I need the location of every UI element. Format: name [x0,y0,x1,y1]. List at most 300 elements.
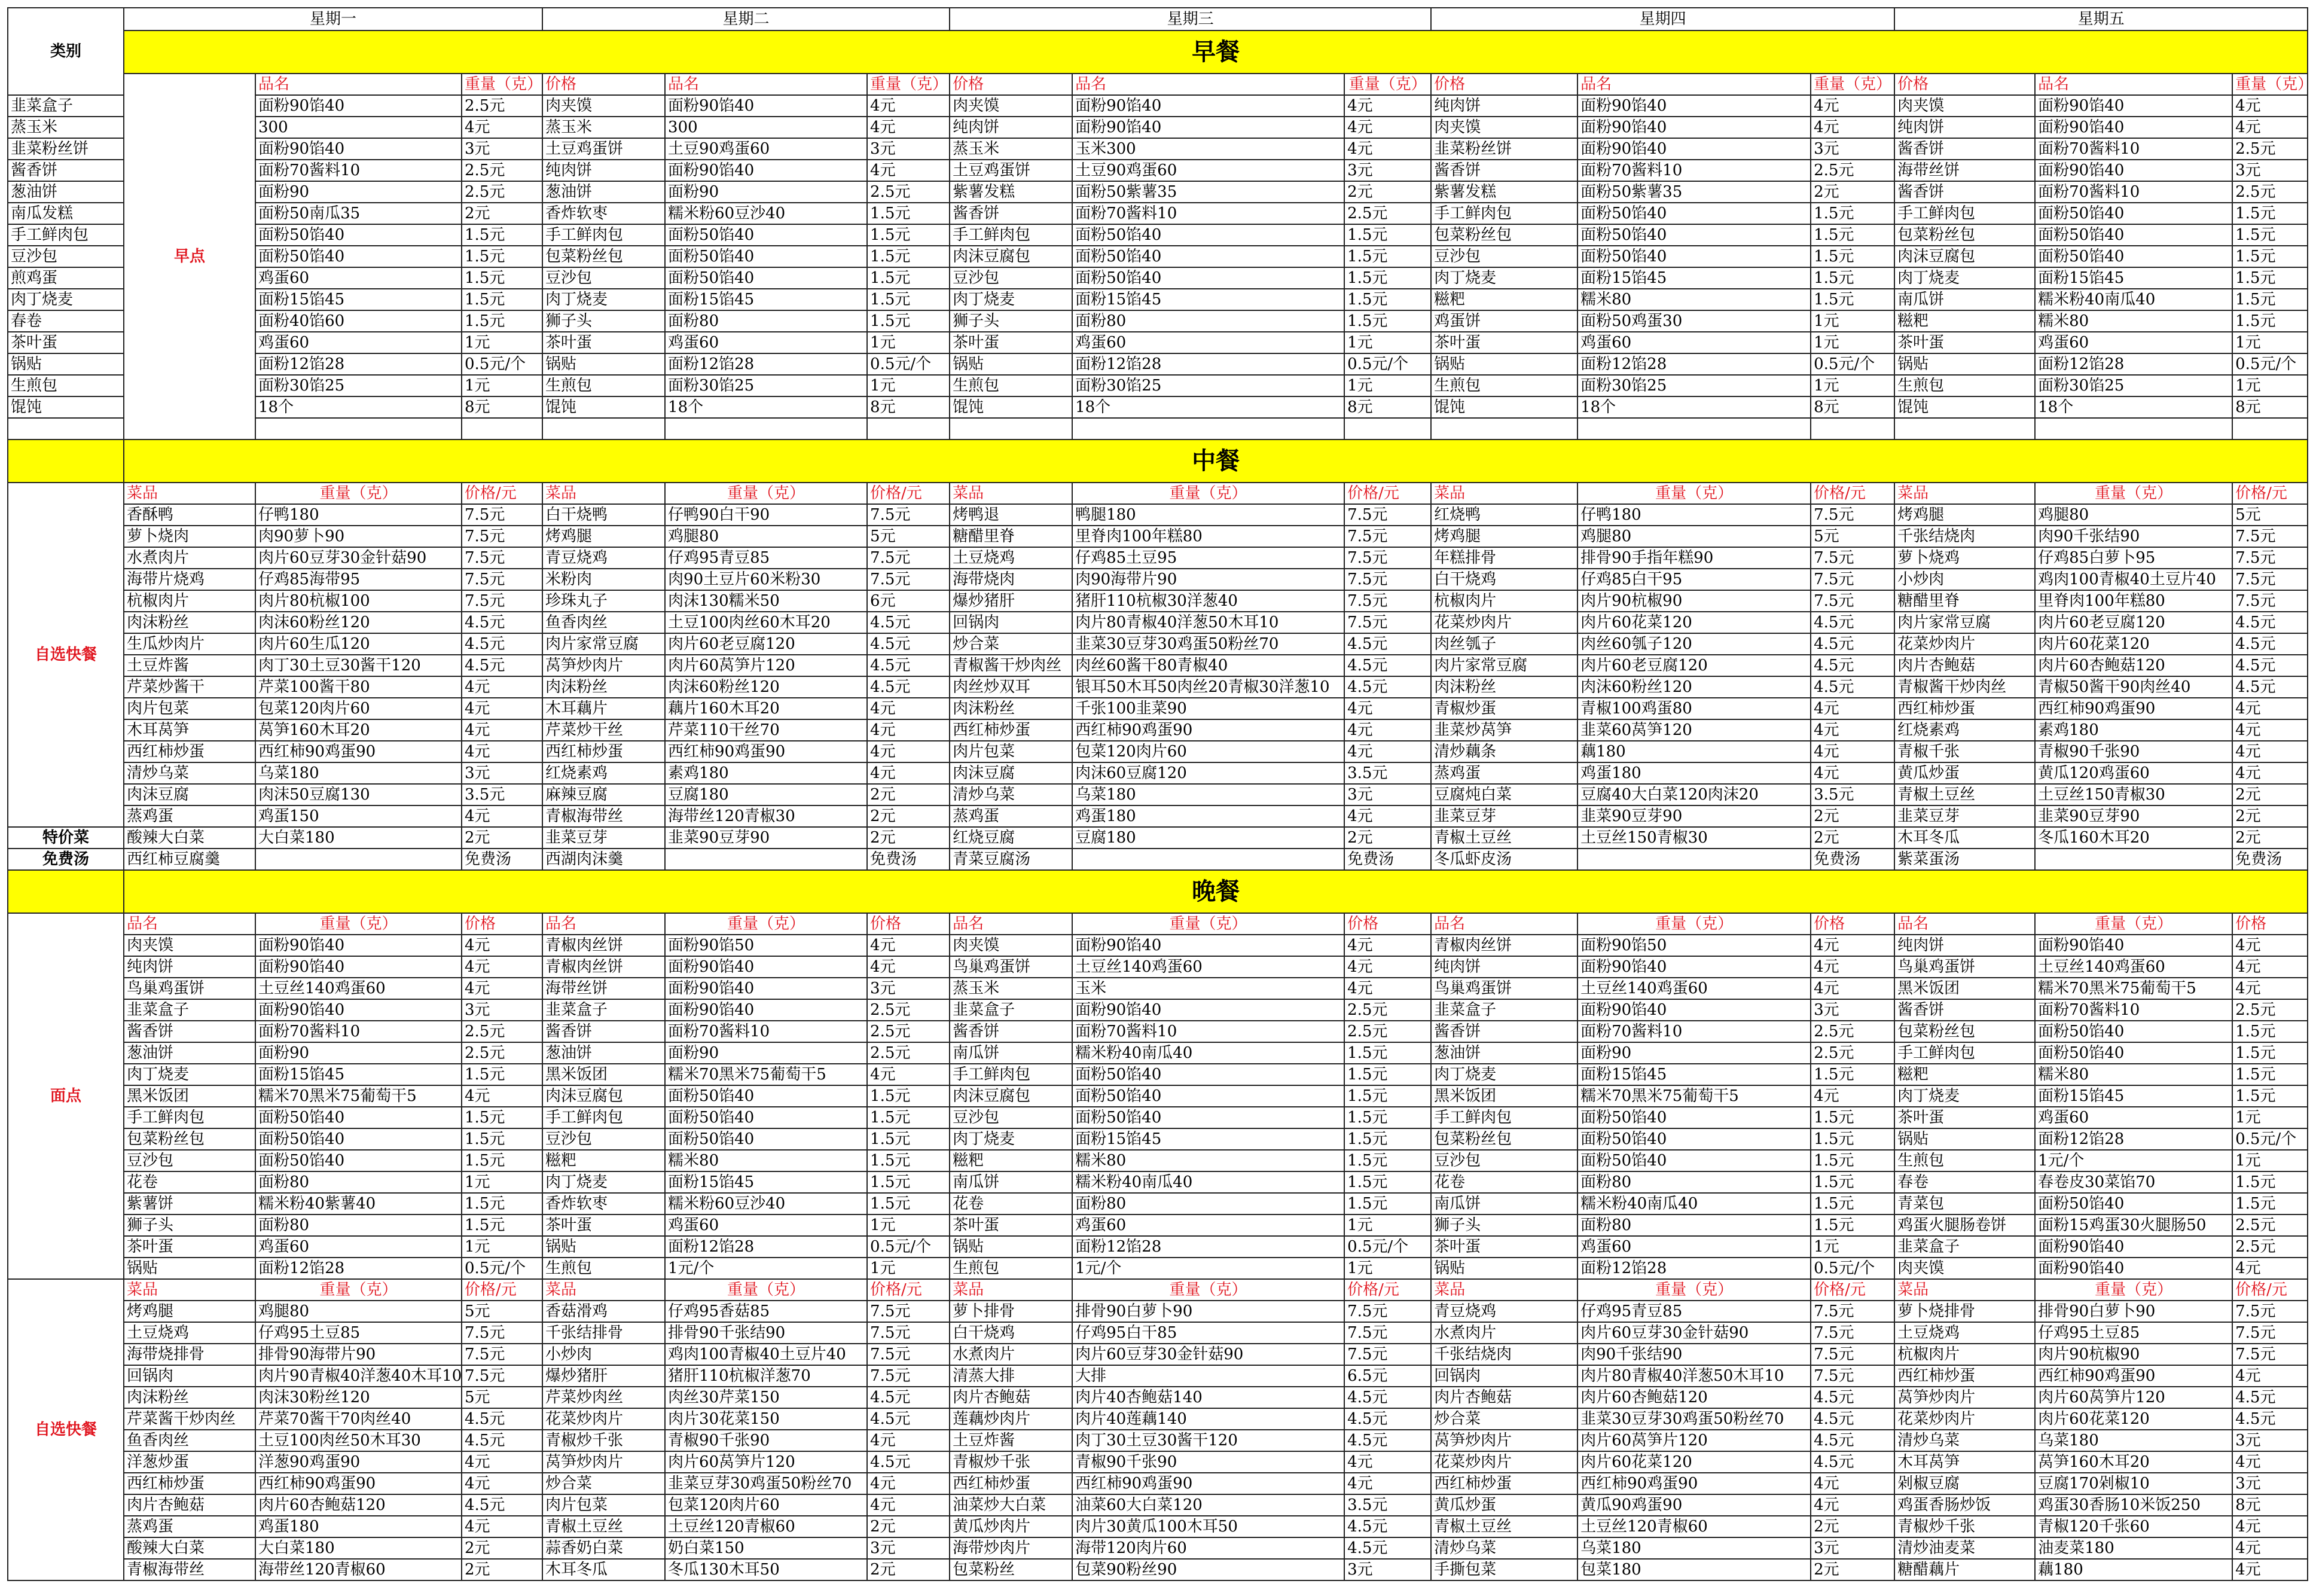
dish-weight: 面粉15鸡蛋30火腿肠50 [2035,1214,2232,1236]
dish-weight: 面粉50馅40 [1072,1107,1344,1128]
dish-name: 鸟巢鸡蛋饼 [1431,978,1577,999]
dish-price: 4元 [1811,762,1894,784]
category-label: 自选快餐 [8,483,124,827]
dish-name: 手撕包菜 [1431,1559,1577,1580]
dish-weight: 排骨90白萝卜90 [1072,1301,1344,1322]
col-price-header: 价格/元 [2232,1279,2308,1301]
col-weight-header: 重量（克） [255,913,462,935]
dish-name: 西红柿豆腐羹 [124,849,255,870]
dish-weight: 面粉50馅40 [255,246,462,267]
dish-weight: 面粉50馅40 [1072,224,1344,246]
dish-name: 小炒肉 [1894,569,2035,590]
dish-name: 青椒肉丝饼 [542,935,665,956]
dish-name: 花卷 [950,1193,1072,1214]
dish-weight: 面粉90馅40 [665,160,867,181]
dish-weight: 肉片60豆芽30金针菇90 [1577,1322,1811,1344]
dish-weight: 糯米粉60豆沙40 [665,1193,867,1214]
dish-weight: 韭菜60莴笋120 [1577,719,1811,741]
category-label: 自选快餐 [8,1279,124,1580]
dish-name: 韭菜粉丝饼 [8,138,124,160]
dish-weight: 面粉70酱料10 [1577,160,1811,181]
dish-name: 茶叶蛋 [542,1214,665,1236]
dish-name: 白干烧鸡 [1431,569,1577,590]
dish-name: 花菜炒肉片 [1431,612,1577,633]
dish-name: 黑米饭团 [542,1064,665,1085]
dish-name: 黄瓜炒蛋 [1431,1494,1577,1516]
dish-name: 肉片家常豆腐 [542,633,665,655]
dish-weight: 肉片80杭椒100 [255,590,462,612]
dish-price: 4.5元 [1811,612,1894,633]
dish-weight: 面粉80 [1577,1214,1811,1236]
menu-row [8,547,2308,569]
menu-sheet [7,7,2313,1589]
dish-price: 7.5元 [867,1365,950,1387]
dish-price: 1.5元 [462,1064,542,1085]
dish-price: 1.5元 [2232,310,2308,332]
dish-price: 4元 [1344,1451,1431,1473]
dish-weight: 鸡蛋60 [255,332,462,353]
col-price-header: 价格 [1811,913,1894,935]
dish-name: 包菜粉丝包 [1431,1128,1577,1150]
dish-name: 韭菜盒子 [950,999,1072,1021]
dish-weight: 面粉15馅45 [665,1171,867,1193]
dish-name: 紫薯饼 [124,1193,255,1214]
dish-price: 2元 [1811,181,1894,203]
dish-weight: 面粉90馅40 [255,956,462,978]
day-header: 星期四 [1431,8,1894,30]
dish-price: 1.5元 [1344,310,1431,332]
dish-weight: 鸡蛋60 [2035,332,2232,353]
dish-weight: 面粉12馅28 [1577,1258,1811,1279]
dish-weight: 面粉90馅40 [255,999,462,1021]
menu-row [8,1150,2308,1171]
dish-weight: 18个 [1072,396,1344,418]
dish-name: 木耳莴笋 [124,719,255,741]
dish-price: 0.5元/个 [1811,353,1894,375]
dish-weight: 豆腐180 [1072,827,1344,849]
menu-row [8,762,2308,784]
dish-name: 芹菜炒酱干 [124,676,255,698]
dish-name: 葱油饼 [1431,1042,1577,1064]
dish-price: 2.5元 [2232,999,2308,1021]
dish-weight: 土豆丝140鸡蛋60 [1072,956,1344,978]
day-header: 星期二 [542,8,950,30]
dish-weight: 面粉50馅40 [665,224,867,246]
dish-price: 1元 [1344,375,1431,396]
dish-price: 0.5元/个 [2232,353,2308,375]
dish-weight: 鸡腿80 [1577,526,1811,547]
dish-price: 4.5元 [867,633,950,655]
dish-price: 1.5元 [462,289,542,310]
menu-row [8,827,2308,849]
dish-name: 肉丁烧麦 [8,289,124,310]
dish-weight: 包菜180 [1577,1559,1811,1580]
dish-name: 肉丁烧麦 [1894,1085,2035,1107]
dish-weight: 面粉90馅40 [1072,117,1344,138]
col-weight-header: 重量（克） [665,913,867,935]
dish-weight: 豆腐180 [665,784,867,805]
col-weight-header: 重量（克） [255,1279,462,1301]
dish-price: 7.5元 [2232,569,2308,590]
dish-price: 3元 [1811,1537,1894,1559]
dish-name: 土豆炸酱 [124,655,255,676]
dish-name: 狮子头 [124,1214,255,1236]
dish-name: 锅贴 [950,353,1072,375]
dish-price: 1元 [1811,310,1894,332]
dish-name: 年糕排骨 [1431,547,1577,569]
dish-name: 肉丝瓠子 [1431,633,1577,655]
dish-weight: 面粉80 [255,1214,462,1236]
dish-weight: 素鸡180 [2035,719,2232,741]
menu-row [8,203,2308,224]
dish-weight: 面粉50馅40 [1072,1085,1344,1107]
menu-row [8,1451,2308,1473]
dish-price: 8元 [2232,1494,2308,1516]
dish-price: 7.5元 [1811,1301,1894,1322]
dish-price: 7.5元 [1344,1322,1431,1344]
col-weight-header: 重量（克） [1072,913,1344,935]
dish-price: 4元 [1344,741,1431,762]
dish-price: 1.5元 [2232,1021,2308,1042]
dish-name: 剁椒豆腐 [1894,1473,2035,1494]
dish-name: 烤鸡腿 [124,1301,255,1322]
dish-price: 7.5元 [867,569,950,590]
menu-row [8,1516,2308,1537]
dish-weight: 肉沫60粉丝120 [665,676,867,698]
col-name-header: 菜品 [124,1279,255,1301]
dish-name: 青椒海带丝 [124,1559,255,1580]
dish-price: 1.5元 [1811,1214,1894,1236]
dish-name: 韭菜豆芽 [1894,805,2035,827]
dish-name: 千张结烧肉 [1894,526,2035,547]
dish-price: 1.5元 [1811,1128,1894,1150]
dish-name: 肉夹馍 [1894,1258,2035,1279]
dish-price: 4元 [1344,138,1431,160]
dish-name: 纯肉饼 [1431,956,1577,978]
dish-name: 韭菜盒子 [542,999,665,1021]
dish-weight: 土豆90鸡蛋60 [1072,160,1344,181]
dish-weight: 糯米70黑米75葡萄干5 [2035,978,2232,999]
dish-name: 糖醋里脊 [950,526,1072,547]
dish-price: 1元 [2232,332,2308,353]
dish-weight: 18个 [1577,396,1811,418]
dish-weight: 西红柿90鸡蛋90 [1577,1473,1811,1494]
dish-weight: 青椒100鸡蛋80 [1577,698,1811,719]
dish-weight: 仔鸡95土豆85 [255,1322,462,1344]
menu-row [8,1408,2308,1430]
dish-name: 清炒乌菜 [1431,1537,1577,1559]
dish-name: 狮子头 [1431,1214,1577,1236]
dish-name: 煎鸡蛋 [8,267,124,289]
dish-name: 春卷 [8,310,124,332]
col-name-header: 菜品 [1894,483,2035,504]
dish-name: 鱼香肉丝 [124,1430,255,1451]
menu-row [8,590,2308,612]
dish-weight: 300 [255,117,462,138]
col-price-header: 价格 [867,913,950,935]
dish-weight: 肉片30黄瓜100木耳50 [1072,1516,1344,1537]
dish-price: 1.5元 [462,1214,542,1236]
dish-weight: 糯米80 [665,1150,867,1171]
dish-weight: 300 [665,117,867,138]
dish-name: 肉丁烧麦 [1431,1064,1577,1085]
dish-name: 白干烧鸭 [542,504,665,526]
dish-name: 土豆烧鸡 [1894,1322,2035,1344]
dish-name: 西红柿炒蛋 [950,719,1072,741]
dish-price: 4.5元 [1811,655,1894,676]
meal-title: 晚餐 [124,870,2308,913]
menu-row [8,353,2308,375]
dish-price: 4元 [2232,1451,2308,1473]
dish-price: 4.5元 [867,1408,950,1430]
dish-price: 7.5元 [1344,1344,1431,1365]
dish-name: 茶叶蛋 [950,332,1072,353]
dish-weight: 芹菜100酱干80 [255,676,462,698]
dish-price: 4.5元 [867,1387,950,1408]
dish-name: 清炒乌菜 [950,784,1072,805]
dish-price: 7.5元 [1811,1322,1894,1344]
col-name-header: 菜品 [950,1279,1072,1301]
dish-weight: 黄瓜90鸡蛋90 [1577,1494,1811,1516]
dish-weight: 肉片90青椒40洋葱40木耳10 [255,1365,462,1387]
dish-weight: 鸡蛋60 [2035,1107,2232,1128]
dish-price: 4元 [462,935,542,956]
dish-name: 青椒土豆丝 [1431,1516,1577,1537]
dish-price: 4元 [462,741,542,762]
dish-price: 3.5元 [1811,784,1894,805]
col-price-header: 价格 [1344,913,1431,935]
band-spacer [8,870,124,913]
dish-name: 青椒土豆丝 [1894,784,2035,805]
dish-weight: 肉片60莴笋片120 [665,1451,867,1473]
dish-price: 1元 [2232,1107,2308,1128]
dish-weight [1577,849,1811,870]
dish-weight: 糯米80 [2035,1064,2232,1085]
dish-price: 4元 [1344,805,1431,827]
dish-name: 豆沙包 [950,267,1072,289]
dish-price: 4.5元 [462,612,542,633]
dish-price: 7.5元 [1811,569,1894,590]
dish-weight: 糯米80 [1072,1150,1344,1171]
dish-name: 清炒乌菜 [124,762,255,784]
dish-name: 韭菜豆芽 [1431,805,1577,827]
col-name-header: 品名 [665,74,867,95]
dish-weight: 面粉50南瓜35 [255,203,462,224]
dish-price: 2元 [462,827,542,849]
dish-weight: 面粉30馅25 [665,375,867,396]
day-header-row [8,8,2308,30]
dish-name: 纯肉饼 [950,117,1072,138]
dish-price: 1元 [1344,1258,1431,1279]
dish-price: 1.5元 [1344,1150,1431,1171]
dish-name: 肉片包菜 [950,741,1072,762]
dish-name: 海带丝饼 [542,978,665,999]
dish-price: 3.5元 [1344,762,1431,784]
dish-price: 1.5元 [1344,1064,1431,1085]
dish-price: 4.5元 [867,612,950,633]
dish-price: 4元 [2232,698,2308,719]
empty-cell [1344,418,1431,440]
dish-name: 肉夹馍 [950,935,1072,956]
dish-name: 土豆烧鸡 [950,547,1072,569]
dish-name: 鱼香肉丝 [542,612,665,633]
dish-name: 米粉肉 [542,569,665,590]
dish-name: 肉沫豆腐 [124,784,255,805]
dish-weight: 面粉70酱料10 [255,1021,462,1042]
dish-name: 海带烧肉 [950,569,1072,590]
dish-name: 蒜香奶白菜 [542,1537,665,1559]
dish-price: 4元 [462,1451,542,1473]
dish-weight: 乌菜180 [1577,1537,1811,1559]
dish-weight: 青椒120千张60 [2035,1516,2232,1537]
col-name-header: 品名 [1577,74,1811,95]
dish-weight: 面粉15馅45 [255,1064,462,1085]
dish-weight: 1元/个 [1072,1258,1344,1279]
dish-name: 手工鲜肉包 [950,224,1072,246]
dish-weight: 面粉15馅45 [1072,1128,1344,1150]
dish-weight: 土豆丝150青椒30 [1577,827,1811,849]
dish-name: 回锅肉 [124,1365,255,1387]
dish-weight: 大白菜180 [255,827,462,849]
menu-row [8,267,2308,289]
dish-name: 锅贴 [542,353,665,375]
dish-weight: 鸭腿180 [1072,504,1344,526]
dish-price: 8元 [2232,396,2308,418]
dish-name: 手工鲜肉包 [1431,203,1577,224]
dish-weight [2035,849,2232,870]
dish-weight: 海带丝120青椒60 [255,1559,462,1580]
dish-name: 肉沫粉丝 [124,1387,255,1408]
dish-price: 4.5元 [1344,1387,1431,1408]
col-name-header: 菜品 [124,483,255,504]
col-weight-header: 重量（克） [1577,1279,1811,1301]
dish-weight: 面粉12馅28 [1072,1236,1344,1258]
dish-name: 肉夹馍 [950,95,1072,117]
dish-name: 肉沫豆腐 [950,762,1072,784]
dish-weight: 肉沫30粉丝120 [255,1387,462,1408]
dish-weight: 韭菜30豆芽30鸡蛋50粉丝70 [1072,633,1344,655]
dish-name: 蒸玉米 [8,117,124,138]
dish-price: 4.5元 [462,633,542,655]
dish-price: 4元 [462,117,542,138]
dish-price: 0.5元/个 [1344,353,1431,375]
dish-name: 肉沫豆腐包 [1894,246,2035,267]
dish-name: 锅贴 [1894,353,2035,375]
dish-weight: 肉丝60瓠子120 [1577,633,1811,655]
dish-weight: 面粉50鸡蛋30 [1577,310,1811,332]
dish-name: 土豆鸡蛋饼 [950,160,1072,181]
dish-price: 3元 [2232,1473,2308,1494]
dish-name: 酱香饼 [1894,181,2035,203]
dish-name: 蒸玉米 [542,117,665,138]
dish-weight: 洋葱90鸡蛋90 [255,1451,462,1473]
dish-name: 肉片杏鲍菇 [1894,655,2035,676]
dish-weight: 肉片60豆芽30金针菇90 [255,547,462,569]
dish-price: 1.5元 [462,1193,542,1214]
empty-cell [1431,418,1577,440]
dish-weight: 面粉90馅40 [665,95,867,117]
dish-price: 4.5元 [1344,1430,1431,1451]
dish-name: 青椒土豆丝 [542,1516,665,1537]
dish-price: 3元 [462,138,542,160]
dish-weight: 豆腐170剁椒10 [2035,1473,2232,1494]
dish-price: 4元 [1344,117,1431,138]
dish-weight: 鸡蛋180 [1577,762,1811,784]
dish-weight: 面粉70酱料10 [2035,999,2232,1021]
dish-price: 3元 [1811,999,1894,1021]
dish-price: 4.5元 [1811,1387,1894,1408]
dish-weight: 面粉50馅40 [665,1085,867,1107]
dish-price: 7.5元 [1811,590,1894,612]
dish-name: 包菜粉丝包 [1431,224,1577,246]
dish-weight: 韭菜豆芽30鸡蛋50粉丝70 [665,1473,867,1494]
dish-weight: 银耳50木耳50肉丝20青椒30洋葱10 [1072,676,1344,698]
dish-weight: 青椒90千张90 [2035,741,2232,762]
dish-name: 锅贴 [542,1236,665,1258]
dish-price: 3元 [1344,1559,1431,1580]
dish-name: 黄瓜炒蛋 [1894,762,2035,784]
menu-row [8,181,2308,203]
dish-name: 土豆烧鸡 [124,1322,255,1344]
col-price-header: 价格 [1894,74,2035,95]
dish-weight: 面粉12馅28 [1072,353,1344,375]
dish-weight: 肉片60老豆腐120 [1577,655,1811,676]
dish-weight: 面粉50馅40 [665,246,867,267]
dish-name: 韭菜豆芽 [542,827,665,849]
menu-row [8,1301,2308,1322]
dish-name: 茶叶蛋 [1431,332,1577,353]
menu-row [8,1365,2308,1387]
dish-name: 紫菜蛋汤 [1894,849,2035,870]
dish-price: 1.5元 [867,1128,950,1150]
dish-name: 肉片家常豆腐 [1894,612,2035,633]
dish-name: 生瓜炒肉片 [124,633,255,655]
empty-cell [665,418,867,440]
dish-weight: 海带丝120青椒30 [665,805,867,827]
dish-price: 1元 [2232,1150,2308,1171]
dish-price: 1.5元 [867,224,950,246]
col-price-header: 价格/元 [1811,483,1894,504]
dish-weight: 面粉50馅40 [1577,1150,1811,1171]
dish-price: 1.5元 [2232,1042,2308,1064]
dish-name: 烤鸡腿 [1431,526,1577,547]
dish-price: 7.5元 [1344,547,1431,569]
col-price-header: 价格/元 [462,483,542,504]
col-name-header: 品名 [124,913,255,935]
dish-name: 肉片家常豆腐 [1431,655,1577,676]
col-name-header: 品名 [1072,74,1344,95]
dish-price: 1.5元 [462,267,542,289]
dish-price: 4.5元 [1344,655,1431,676]
dish-weight: 肉片40莲藕140 [1072,1408,1344,1430]
dish-price: 4元 [462,1085,542,1107]
dish-weight: 面粉90馅40 [1072,935,1344,956]
menu-row [8,1344,2308,1365]
dish-weight [1072,849,1344,870]
dish-price: 5元 [462,1387,542,1408]
dish-weight: 面粉50馅40 [2035,1021,2232,1042]
dish-name: 手工鲜肉包 [8,224,124,246]
dish-price: 4元 [2232,741,2308,762]
menu-row [8,849,2308,870]
dish-name: 肉夹馍 [1894,95,2035,117]
dish-name: 包菜粉丝 [950,1559,1072,1580]
menu-row [8,1537,2308,1559]
dish-name: 肉丁烧麦 [124,1064,255,1085]
dish-price: 3元 [1344,784,1431,805]
dish-weight: 肉片40杏鲍菇140 [1072,1387,1344,1408]
dish-price: 1元 [462,375,542,396]
